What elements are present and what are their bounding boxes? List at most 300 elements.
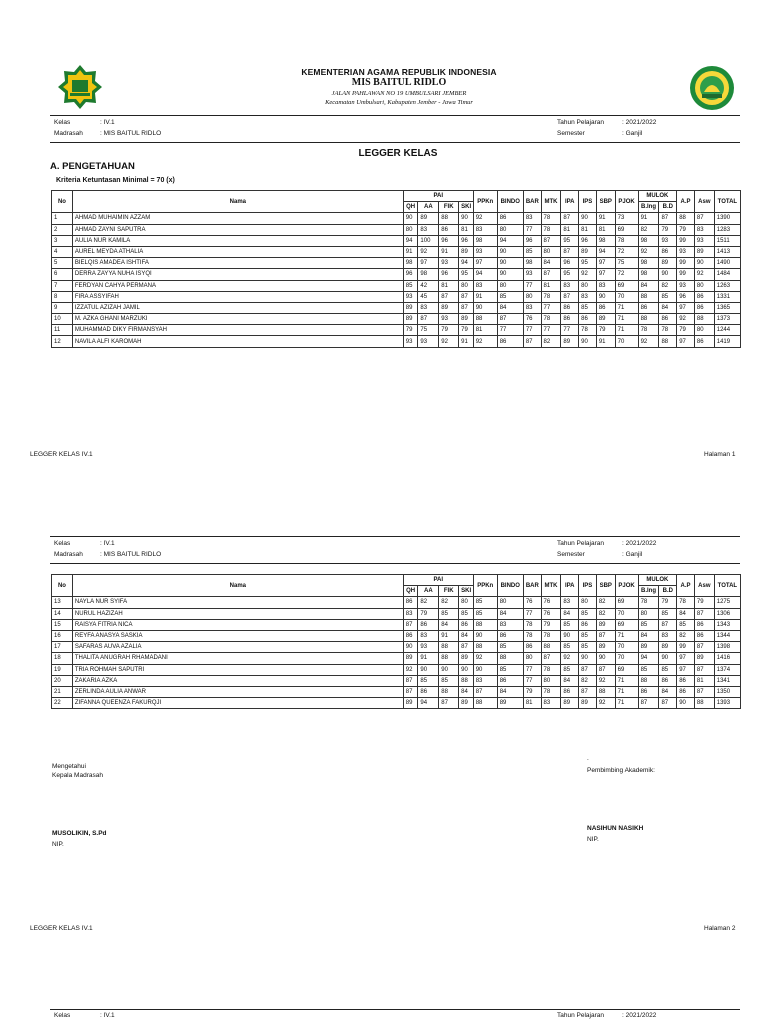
col-mulok: MULOK (638, 575, 677, 586)
grade-cell: 88 (439, 642, 459, 653)
col-pjok: PJOK (615, 575, 638, 597)
grade-cell: 97 (473, 258, 497, 269)
grade-cell: 89 (459, 653, 474, 664)
col-qh: QH (403, 586, 418, 597)
col-bing: B.Ing (638, 586, 659, 597)
grade-cell: 78 (523, 630, 541, 641)
grade-cell: 91 (459, 336, 474, 347)
grade-cell: 83 (418, 630, 439, 641)
grade-cell: 90 (596, 653, 615, 664)
semester-value-p2: : Ganjil (622, 551, 643, 558)
grade-cell: 92 (403, 664, 418, 675)
grade-cell: 80 (541, 246, 561, 257)
grade-cell: 72 (615, 246, 638, 257)
col-no: No (52, 575, 73, 597)
grade-cell: 89 (596, 314, 615, 325)
grade-cell: 87 (403, 675, 418, 686)
col-ski: SKI (459, 202, 474, 213)
grade-cell: 1244 (714, 325, 740, 336)
grade-cell: 90 (497, 246, 523, 257)
grade-cell: 86 (497, 630, 523, 641)
grade-cell: 89 (403, 302, 418, 313)
col-qh: QH (403, 202, 418, 213)
grade-cell: 77 (541, 302, 561, 313)
grade-cell: 85 (473, 597, 497, 608)
grade-cell: 87 (403, 619, 418, 630)
grade-cell: 88 (659, 336, 677, 347)
grade-cell: 85 (497, 642, 523, 653)
col-nama: Nama (72, 191, 403, 213)
row-number: 8 (52, 291, 73, 302)
col-ski: SKI (459, 586, 474, 597)
grade-cell: 81 (694, 675, 714, 686)
grade-cell: 93 (418, 336, 439, 347)
grade-cell: 78 (541, 664, 561, 675)
student-name: NAYLA NUR SYIFA (72, 597, 403, 608)
grade-cell: 69 (615, 597, 638, 608)
grade-cell: 99 (677, 269, 695, 280)
grade-cell: 86 (659, 314, 677, 325)
grade-cell: 98 (638, 235, 659, 246)
col-total: TOTAL (714, 575, 740, 597)
grade-cell: 76 (541, 608, 561, 619)
grade-cell: 70 (615, 291, 638, 302)
student-name: IZZATUL AZIZAH JAMIL (72, 302, 403, 313)
grade-cell: 85 (439, 608, 459, 619)
student-name: ZERLINDA AULIA ANWAR (72, 686, 403, 697)
grade-cell: 82 (638, 224, 659, 235)
grade-cell: 71 (615, 630, 638, 641)
grade-cell: 98 (403, 258, 418, 269)
grade-cell: 42 (418, 280, 439, 291)
grade-cell: 78 (541, 630, 561, 641)
legger-title: LEGGER KELAS (358, 148, 438, 159)
grade-cell: 92 (638, 336, 659, 347)
student-name: AUREL MEYDA ATHALIA (72, 246, 403, 257)
grade-cell: 83 (473, 224, 497, 235)
grade-cell: 82 (596, 597, 615, 608)
grade-cell: 86 (561, 314, 579, 325)
grade-cell: 75 (615, 258, 638, 269)
grade-cell: 85 (459, 608, 474, 619)
tahun-value: : 2021/2022 (622, 119, 657, 126)
col-sbp: SBP (596, 575, 615, 597)
grade-cell: 90 (473, 630, 497, 641)
col-ipa: IPA (561, 191, 579, 213)
grade-cell: 71 (615, 302, 638, 313)
grade-cell: 79 (659, 224, 677, 235)
grade-cell: 92 (473, 653, 497, 664)
grade-cell: 86 (694, 630, 714, 641)
table-row (52, 630, 741, 641)
grade-cell: 98 (473, 235, 497, 246)
grade-cell: 79 (659, 597, 677, 608)
grade-cell: 97 (596, 269, 615, 280)
row-number: 5 (52, 258, 73, 269)
grade-cell: 88 (694, 698, 714, 709)
header-rule (50, 115, 740, 116)
header-street: JALAN PAHLAWAN NO 19 UMBULSARI JEMBER (331, 90, 467, 97)
grade-cell: 77 (523, 608, 541, 619)
grade-cell: 89 (659, 642, 677, 653)
grade-cell: 1343 (714, 619, 740, 630)
grade-cell: 87 (523, 336, 541, 347)
table-row (52, 246, 741, 257)
grade-cell: 84 (659, 686, 677, 697)
table-row (52, 675, 741, 686)
grade-cell: 80 (694, 280, 714, 291)
grade-cell: 90 (579, 213, 597, 224)
col-asw: Asw (694, 191, 714, 213)
grade-cell: 73 (615, 213, 638, 224)
student-name: REYFA ANASYA SASKIA (72, 630, 403, 641)
grade-cell: 88 (596, 686, 615, 697)
grade-cell: 97 (596, 258, 615, 269)
grade-cell: 92 (473, 336, 497, 347)
table-row (52, 224, 741, 235)
grade-cell: 85 (439, 675, 459, 686)
grade-cell: 91 (439, 246, 459, 257)
col-bd: B.D (659, 202, 677, 213)
grade-cell: 82 (418, 597, 439, 608)
grade-cell: 88 (541, 642, 561, 653)
grade-cell: 84 (497, 686, 523, 697)
student-name: FIRA ASSYIFAH (72, 291, 403, 302)
grade-cell: 79 (418, 608, 439, 619)
col-bindo: BINDO (497, 191, 523, 213)
grade-cell: 75 (418, 325, 439, 336)
grade-cell: 90 (439, 664, 459, 675)
table-row (52, 258, 741, 269)
grade-cell: 1344 (714, 630, 740, 641)
grade-cell: 81 (523, 698, 541, 709)
grade-cell: 87 (659, 698, 677, 709)
grade-cell: 84 (497, 302, 523, 313)
grade-cell: 87 (403, 686, 418, 697)
grade-cell: 85 (579, 630, 597, 641)
grade-cell: 85 (659, 664, 677, 675)
table-row (52, 608, 741, 619)
grade-cell: 84 (541, 258, 561, 269)
grade-cell: 83 (694, 224, 714, 235)
grade-cell: 70 (615, 653, 638, 664)
grade-cell: 92 (439, 336, 459, 347)
grade-cell: 89 (459, 314, 474, 325)
grade-cell: 71 (615, 686, 638, 697)
tahun-label-p3: Tahun Pelajaran (557, 1012, 604, 1019)
grade-cell: 89 (439, 302, 459, 313)
grade-cell: 92 (579, 269, 597, 280)
grade-cell: 1373 (714, 314, 740, 325)
grade-cell: 87 (439, 698, 459, 709)
grade-cell: 86 (403, 597, 418, 608)
table-row (52, 642, 741, 653)
col-bing: B.Ing (638, 202, 659, 213)
grade-cell: 81 (473, 325, 497, 336)
legger-table-page2 (51, 574, 741, 709)
student-name: MUHAMMAD DIKY FIRMANSYAH (72, 325, 403, 336)
grade-cell: 94 (497, 235, 523, 246)
grade-cell: 1350 (714, 686, 740, 697)
grade-cell: 1390 (714, 213, 740, 224)
grade-cell: 97 (418, 258, 439, 269)
grade-cell: 85 (659, 291, 677, 302)
col-ips: IPS (579, 575, 597, 597)
grade-cell: 90 (579, 336, 597, 347)
grade-cell: 93 (439, 314, 459, 325)
header-school: MIS BAITUL RIDLO (351, 77, 447, 88)
student-name: DERRA ZAYYA NUHA ISYQI (72, 269, 403, 280)
grade-cell: 83 (541, 698, 561, 709)
table-row (52, 291, 741, 302)
grade-cell: 85 (579, 642, 597, 653)
grade-cell: 86 (638, 686, 659, 697)
grade-cell: 89 (579, 698, 597, 709)
grade-cell: 80 (497, 224, 523, 235)
grade-cell: 93 (659, 235, 677, 246)
grade-cell: 85 (659, 608, 677, 619)
grade-cell: 78 (615, 235, 638, 246)
table-row (52, 619, 741, 630)
grade-cell: 82 (439, 597, 459, 608)
grade-cell: 84 (677, 608, 695, 619)
grade-cell: 79 (459, 325, 474, 336)
grade-cell: 89 (561, 336, 579, 347)
grade-cell: 79 (403, 325, 418, 336)
grade-cell: 76 (541, 597, 561, 608)
grade-cell: 92 (694, 269, 714, 280)
grade-cell: 77 (541, 325, 561, 336)
kepala-nip: NIP. (52, 841, 64, 848)
grade-cell: 1416 (714, 653, 740, 664)
table-row (52, 213, 741, 224)
grade-cell: 87 (659, 213, 677, 224)
row-number: 17 (52, 642, 73, 653)
grade-cell: 69 (615, 280, 638, 291)
grade-cell: 87 (439, 291, 459, 302)
grade-cell: 86 (638, 302, 659, 313)
grade-cell: 80 (523, 291, 541, 302)
grade-cell: 83 (523, 213, 541, 224)
grade-cell: 86 (694, 291, 714, 302)
student-name: TRIA ROHMAH SAPUTRI (72, 664, 403, 675)
grade-cell: 77 (523, 664, 541, 675)
grade-cell: 93 (403, 291, 418, 302)
grade-cell: 87 (694, 664, 714, 675)
grade-cell: 1398 (714, 642, 740, 653)
grade-cell: 69 (615, 664, 638, 675)
grade-cell: 89 (459, 698, 474, 709)
grade-cell: 86 (561, 302, 579, 313)
col-bindo: BINDO (497, 575, 523, 597)
grade-cell: 79 (677, 224, 695, 235)
grade-cell: 78 (541, 291, 561, 302)
grade-cell: 86 (694, 302, 714, 313)
tahun-value-p2: : 2021/2022 (622, 540, 657, 547)
kkm-text: Kriteria Ketuntasan Minimal = 70 (x) (56, 177, 175, 184)
col-ap: A.P (677, 191, 695, 213)
madrasah-value-p2: : MIS BAITUL RIDLO (100, 551, 162, 558)
footer-page-number-1: Halaman 1 (704, 451, 736, 458)
grade-cell: 95 (459, 269, 474, 280)
semester-value: : Ganjil (622, 130, 643, 137)
grade-cell: 87 (459, 291, 474, 302)
grade-cell: 1275 (714, 597, 740, 608)
grade-cell: 1419 (714, 336, 740, 347)
grade-cell: 81 (561, 224, 579, 235)
grade-cell: 88 (473, 698, 497, 709)
grade-cell: 1283 (714, 224, 740, 235)
grade-cell: 90 (561, 630, 579, 641)
grade-cell: 81 (459, 224, 474, 235)
grade-cell: 78 (541, 213, 561, 224)
grade-cell: 92 (638, 246, 659, 257)
grade-cell: 92 (677, 314, 695, 325)
grade-cell: 100 (418, 235, 439, 246)
col-bd: B.D (659, 586, 677, 597)
grade-cell: 1263 (714, 280, 740, 291)
grade-cell: 85 (677, 619, 695, 630)
col-ppkn: PPKn (473, 191, 497, 213)
grade-cell: 94 (418, 698, 439, 709)
grade-cell: 72 (615, 269, 638, 280)
grade-cell: 87 (561, 213, 579, 224)
grade-cell: 81 (439, 280, 459, 291)
grade-cell: 78 (659, 325, 677, 336)
grade-cell: 79 (694, 597, 714, 608)
grade-cell: 85 (579, 302, 597, 313)
row-number: 3 (52, 235, 73, 246)
grade-cell: 88 (439, 686, 459, 697)
grade-cell: 79 (596, 325, 615, 336)
grade-cell: 78 (638, 325, 659, 336)
grade-cell: 1331 (714, 291, 740, 302)
grade-cell: 76 (523, 597, 541, 608)
madrasah-label: Madrasah (54, 130, 83, 137)
grade-cell: 83 (418, 224, 439, 235)
row-number: 14 (52, 608, 73, 619)
grade-cell: 80 (497, 597, 523, 608)
grade-cell: 1490 (714, 258, 740, 269)
kelas-value-p3: : IV.1 (100, 1012, 115, 1019)
grade-cell: 91 (403, 246, 418, 257)
grade-cell: 71 (615, 675, 638, 686)
grade-cell: 86 (497, 675, 523, 686)
grade-cell: 1341 (714, 675, 740, 686)
col-ap: A.P (677, 575, 695, 597)
student-name: NURUL HAZIZAH (72, 608, 403, 619)
grade-cell: 83 (418, 302, 439, 313)
grade-cell: 89 (659, 258, 677, 269)
grade-cell: 84 (561, 675, 579, 686)
col-pjok: PJOK (615, 191, 638, 213)
grade-cell: 86 (659, 675, 677, 686)
grade-cell: 90 (579, 653, 597, 664)
grade-cell: 87 (497, 314, 523, 325)
grade-cell: 93 (473, 246, 497, 257)
grade-cell: 90 (659, 653, 677, 664)
table-row (52, 653, 741, 664)
grade-cell: 90 (459, 664, 474, 675)
grade-cell: 80 (459, 597, 474, 608)
grade-cell: 86 (677, 675, 695, 686)
col-ipa: IPA (561, 575, 579, 597)
grade-cell: 84 (659, 302, 677, 313)
student-name: AULIA NUR KAMILA (72, 235, 403, 246)
grade-cell: 85 (497, 291, 523, 302)
grade-cell: 96 (439, 235, 459, 246)
grade-cell: 79 (523, 686, 541, 697)
col-pai: PAI (403, 191, 473, 202)
grade-cell: 98 (596, 235, 615, 246)
grade-cell: 86 (418, 686, 439, 697)
grade-cell: 84 (439, 619, 459, 630)
col-pai: PAI (403, 575, 473, 586)
grade-cell: 83 (473, 675, 497, 686)
grade-cell: 98 (418, 269, 439, 280)
grade-cell: 77 (523, 280, 541, 291)
pembimbing-name: NASIHUN NASIKH (587, 825, 644, 832)
grade-cell: 87 (694, 608, 714, 619)
grade-cell: 96 (523, 235, 541, 246)
grade-cell: 86 (459, 619, 474, 630)
grade-cell: 88 (638, 314, 659, 325)
grade-cell: 87 (579, 686, 597, 697)
table-row (52, 597, 741, 608)
grade-cell: 1393 (714, 698, 740, 709)
grade-cell: 92 (418, 246, 439, 257)
grade-cell: 87 (561, 291, 579, 302)
grade-cell: 90 (459, 213, 474, 224)
grade-cell: 78 (579, 325, 597, 336)
header-ministry: KEMENTERIAN AGAMA REPUBLIK INDONESIA (301, 67, 497, 77)
table-row (52, 314, 741, 325)
grade-cell: 86 (579, 619, 597, 630)
grade-cell: 88 (638, 675, 659, 686)
col-sbp: SBP (596, 191, 615, 213)
grade-cell: 85 (473, 608, 497, 619)
grade-cell: 78 (541, 314, 561, 325)
row-number: 16 (52, 630, 73, 641)
grade-cell: 89 (497, 698, 523, 709)
grade-cell: 88 (459, 675, 474, 686)
grade-cell: 93 (677, 280, 695, 291)
grade-cell: 85 (497, 664, 523, 675)
grade-cell: 83 (561, 280, 579, 291)
table-row (52, 686, 741, 697)
grade-cell: 1413 (714, 246, 740, 257)
grade-cell: 70 (615, 336, 638, 347)
grade-cell: 77 (523, 325, 541, 336)
student-name: SAFARAS AUVA AZALIA (72, 642, 403, 653)
row-number: 2 (52, 224, 73, 235)
grade-cell: 98 (638, 269, 659, 280)
grade-cell: 93 (418, 642, 439, 653)
pembimbing-nip: NIP. (587, 836, 599, 843)
grade-cell: 86 (694, 619, 714, 630)
grade-cell: 86 (659, 246, 677, 257)
grade-cell: 91 (638, 213, 659, 224)
grade-cell: 77 (523, 224, 541, 235)
student-name: M. AZKA GHANI MARZUKI (72, 314, 403, 325)
grade-cell: 83 (497, 619, 523, 630)
grade-cell: 82 (579, 675, 597, 686)
col-bar: BAR (523, 191, 541, 213)
grade-cell: 90 (677, 698, 695, 709)
grade-cell: 89 (403, 653, 418, 664)
grade-cell: 95 (561, 269, 579, 280)
grade-cell: 83 (523, 302, 541, 313)
